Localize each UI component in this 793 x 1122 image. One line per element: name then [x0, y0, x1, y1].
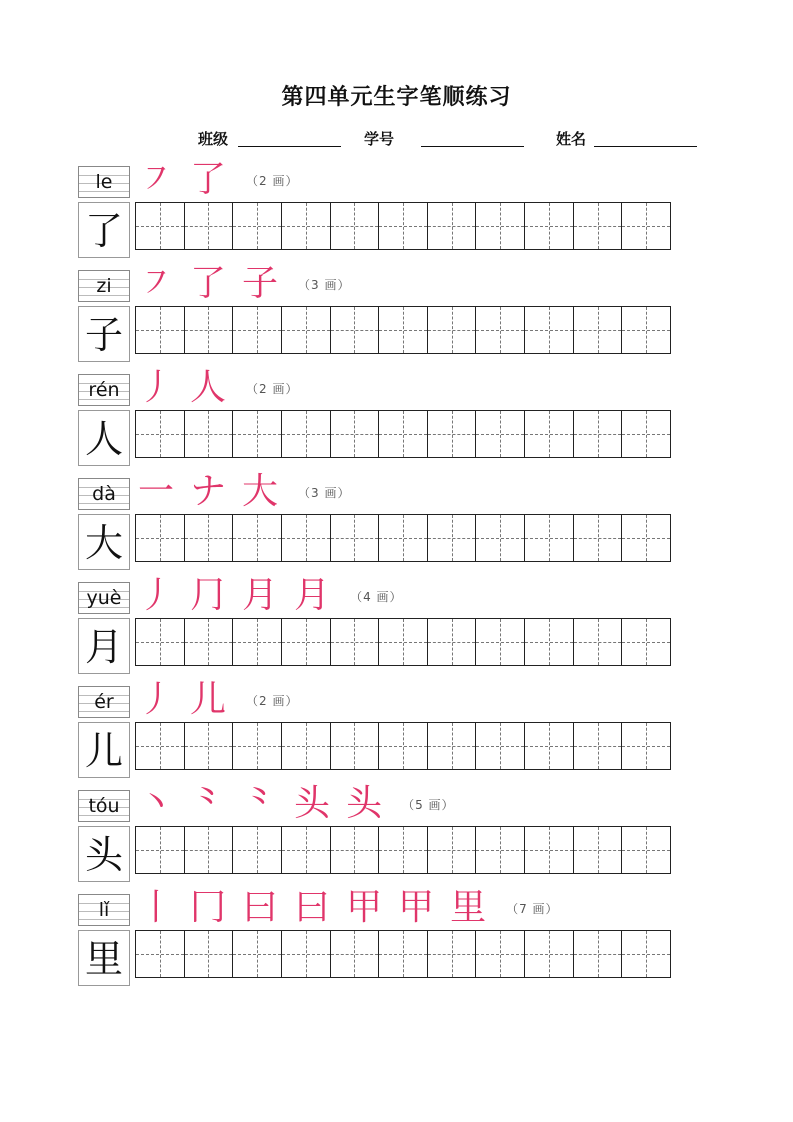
writing-cell[interactable]: [331, 307, 380, 353]
stroke-step: 甲: [346, 887, 383, 928]
practice-row: [78, 471, 678, 578]
stroke-step: 人: [190, 367, 227, 408]
writing-cell[interactable]: [574, 203, 623, 249]
writing-cell[interactable]: [136, 203, 185, 249]
stroke-step: 冂: [190, 887, 227, 928]
writing-cell[interactable]: [525, 723, 574, 769]
writing-cell[interactable]: [428, 931, 477, 977]
writing-cell[interactable]: [136, 931, 185, 977]
pinyin-text: zi: [96, 275, 112, 297]
writing-cell[interactable]: [525, 515, 574, 561]
writing-cell[interactable]: [233, 723, 282, 769]
hanzi-box: [78, 410, 130, 466]
writing-cell[interactable]: [185, 931, 234, 977]
stroke-count: （2 画）: [246, 693, 299, 708]
writing-cell[interactable]: [476, 411, 525, 457]
writing-cell[interactable]: [233, 619, 282, 665]
writing-cell[interactable]: [622, 411, 670, 457]
writing-cell[interactable]: [476, 619, 525, 665]
writing-cell[interactable]: [525, 827, 574, 873]
student-number-label: 学号: [364, 130, 395, 148]
pinyin-box: [78, 478, 130, 510]
writing-cell[interactable]: [428, 619, 477, 665]
writing-cell[interactable]: [428, 723, 477, 769]
class-field: [198, 128, 228, 152]
writing-cell[interactable]: [428, 411, 477, 457]
writing-cell[interactable]: [428, 515, 477, 561]
writing-cell[interactable]: [525, 619, 574, 665]
writing-cell[interactable]: [622, 619, 670, 665]
hanzi-box: [78, 826, 130, 882]
writing-cell[interactable]: [185, 203, 234, 249]
writing-cell[interactable]: [331, 723, 380, 769]
stroke-order: [138, 471, 351, 512]
practice-row: [78, 367, 678, 474]
writing-cell[interactable]: [185, 411, 234, 457]
writing-cell[interactable]: [525, 931, 574, 977]
writing-cell[interactable]: [331, 411, 380, 457]
hanzi-character: 大: [84, 521, 123, 565]
writing-cell[interactable]: [476, 931, 525, 977]
pinyin-box: [78, 790, 130, 822]
stroke-step: 子: [242, 263, 279, 304]
stroke-step: ⺆: [190, 575, 227, 616]
practice-row: [78, 263, 678, 370]
writing-cell[interactable]: [622, 723, 670, 769]
writing-cell[interactable]: [136, 723, 185, 769]
stroke-order: [138, 887, 559, 928]
pinyin-text: rén: [88, 379, 120, 401]
writing-cell[interactable]: [185, 307, 234, 353]
pinyin-box: [78, 894, 130, 926]
pinyin-box: [78, 374, 130, 406]
writing-grid: [135, 722, 671, 770]
name-blank[interactable]: [594, 146, 697, 147]
writing-cell[interactable]: [185, 723, 234, 769]
practice-row: [78, 887, 678, 994]
writing-cell[interactable]: [574, 619, 623, 665]
stroke-count: （5 画）: [402, 797, 455, 812]
writing-cell[interactable]: [622, 307, 670, 353]
writing-cell[interactable]: [574, 411, 623, 457]
writing-cell[interactable]: [428, 827, 477, 873]
writing-grid: [135, 202, 671, 250]
writing-cell[interactable]: [331, 203, 380, 249]
writing-cell[interactable]: [136, 619, 185, 665]
writing-cell[interactable]: [233, 827, 282, 873]
stroke-order: [138, 367, 299, 408]
hanzi-character: 子: [84, 313, 123, 357]
practice-row: [78, 159, 678, 266]
writing-cell[interactable]: [622, 827, 670, 873]
writing-cell[interactable]: [136, 827, 185, 873]
writing-cell[interactable]: [282, 307, 331, 353]
writing-grid: [135, 410, 671, 458]
writing-cell[interactable]: [428, 307, 477, 353]
writing-cell[interactable]: [233, 931, 282, 977]
writing-cell[interactable]: [282, 619, 331, 665]
stroke-step: 头: [346, 783, 383, 824]
pinyin-text: lǐ: [98, 899, 110, 921]
stroke-step: ㇇: [138, 159, 175, 200]
writing-cell[interactable]: [476, 515, 525, 561]
hanzi-character: 人: [84, 417, 123, 461]
stroke-order: [138, 263, 351, 304]
writing-cell[interactable]: [379, 827, 428, 873]
writing-cell[interactable]: [379, 307, 428, 353]
writing-cell[interactable]: [476, 827, 525, 873]
stroke-step: 曰: [294, 887, 331, 928]
hanzi-box: [78, 306, 130, 362]
stroke-step: 丿: [138, 367, 175, 408]
pinyin-box: [78, 582, 130, 614]
stroke-count: （3 画）: [298, 277, 351, 292]
hanzi-character: 儿: [84, 729, 123, 773]
writing-cell[interactable]: [379, 203, 428, 249]
writing-cell[interactable]: [185, 827, 234, 873]
writing-grid: [135, 306, 671, 354]
writing-cell[interactable]: [574, 931, 623, 977]
stroke-order: [138, 783, 455, 824]
stroke-step: ⺀: [242, 783, 279, 824]
hanzi-character: 里: [84, 937, 123, 981]
writing-cell[interactable]: [525, 307, 574, 353]
practice-row: [78, 575, 678, 682]
writing-cell[interactable]: [233, 307, 282, 353]
stroke-order: [138, 159, 299, 200]
writing-cell[interactable]: [622, 931, 670, 977]
pinyin-text: yuè: [86, 587, 122, 609]
stroke-step: 头: [294, 783, 331, 824]
writing-cell[interactable]: [574, 827, 623, 873]
student-number-blank[interactable]: [421, 146, 524, 147]
writing-cell[interactable]: [379, 619, 428, 665]
stroke-order: [138, 575, 403, 616]
hanzi-character: 头: [84, 833, 123, 877]
pinyin-box: [78, 686, 130, 718]
stroke-count: （2 画）: [246, 173, 299, 188]
hanzi-character: 月: [84, 625, 123, 669]
writing-cell[interactable]: [622, 203, 670, 249]
writing-cell[interactable]: [331, 827, 380, 873]
writing-cell[interactable]: [622, 515, 670, 561]
writing-cell[interactable]: [282, 827, 331, 873]
stroke-count: （2 画）: [246, 381, 299, 396]
stroke-step: ナ: [190, 471, 227, 512]
stroke-step: 丿: [138, 575, 175, 616]
pinyin-text: ér: [94, 691, 114, 713]
stroke-step: 甲: [398, 887, 435, 928]
pinyin-text: le: [95, 171, 113, 193]
pinyin-box: [78, 166, 130, 198]
hanzi-box: [78, 930, 130, 986]
writing-cell[interactable]: [525, 203, 574, 249]
stroke-step: 了: [190, 159, 227, 200]
hanzi-box: [78, 514, 130, 570]
stroke-step: 丨: [138, 887, 175, 928]
student-number-field: [364, 128, 394, 152]
stroke-count: （3 画）: [298, 485, 351, 500]
writing-cell[interactable]: [331, 619, 380, 665]
writing-cell[interactable]: [476, 203, 525, 249]
hanzi-box: [78, 202, 130, 258]
class-blank[interactable]: [238, 146, 341, 147]
writing-cell[interactable]: [379, 931, 428, 977]
stroke-step: ⺀: [190, 783, 227, 824]
writing-cell[interactable]: [574, 307, 623, 353]
stroke-step: 里: [450, 887, 487, 928]
stroke-step: 曰: [242, 887, 279, 928]
stroke-step: 一: [138, 471, 175, 512]
writing-cell[interactable]: [476, 307, 525, 353]
stroke-count: （4 画）: [350, 589, 403, 604]
stroke-step: 丶: [138, 783, 175, 824]
writing-grid: [135, 930, 671, 978]
writing-cell[interactable]: [379, 411, 428, 457]
writing-cell[interactable]: [525, 411, 574, 457]
writing-cell[interactable]: [574, 515, 623, 561]
pinyin-text: tóu: [88, 795, 120, 817]
stroke-step: 月: [294, 575, 331, 616]
stroke-order: [138, 679, 299, 720]
writing-cell[interactable]: [331, 931, 380, 977]
writing-cell[interactable]: [476, 723, 525, 769]
stroke-step: 大: [242, 471, 279, 512]
class-label: 班级: [198, 130, 229, 148]
name-field: [556, 128, 586, 152]
writing-cell[interactable]: [331, 515, 380, 561]
stroke-step: 儿: [190, 679, 227, 720]
stroke-step: 月: [242, 575, 279, 616]
writing-cell[interactable]: [185, 515, 234, 561]
writing-cell[interactable]: [379, 723, 428, 769]
writing-cell[interactable]: [185, 619, 234, 665]
writing-grid: [135, 826, 671, 874]
writing-cell[interactable]: [428, 203, 477, 249]
writing-cell[interactable]: [282, 931, 331, 977]
writing-cell[interactable]: [282, 515, 331, 561]
writing-cell[interactable]: [574, 723, 623, 769]
writing-cell[interactable]: [233, 515, 282, 561]
writing-cell[interactable]: [136, 515, 185, 561]
writing-cell[interactable]: [233, 203, 282, 249]
writing-grid: [135, 618, 671, 666]
stroke-step: 丿: [138, 679, 175, 720]
pinyin-box: [78, 270, 130, 302]
stroke-step: 了: [190, 263, 227, 304]
writing-cell[interactable]: [136, 307, 185, 353]
stroke-count: （7 画）: [506, 901, 559, 916]
hanzi-box: [78, 722, 130, 778]
page-title: 第四单元生字笔顺练习: [281, 85, 512, 110]
writing-grid: [135, 514, 671, 562]
practice-row: [78, 783, 678, 890]
pinyin-text: dà: [92, 483, 116, 505]
hanzi-box: [78, 618, 130, 674]
writing-cell[interactable]: [136, 411, 185, 457]
writing-cell[interactable]: [282, 723, 331, 769]
writing-cell[interactable]: [282, 203, 331, 249]
writing-cell[interactable]: [379, 515, 428, 561]
name-label: 姓名: [556, 130, 587, 148]
stroke-step: ㇇: [138, 263, 175, 304]
practice-row: [78, 679, 678, 786]
hanzi-character: 了: [84, 209, 123, 253]
writing-cell[interactable]: [233, 411, 282, 457]
writing-cell[interactable]: [282, 411, 331, 457]
